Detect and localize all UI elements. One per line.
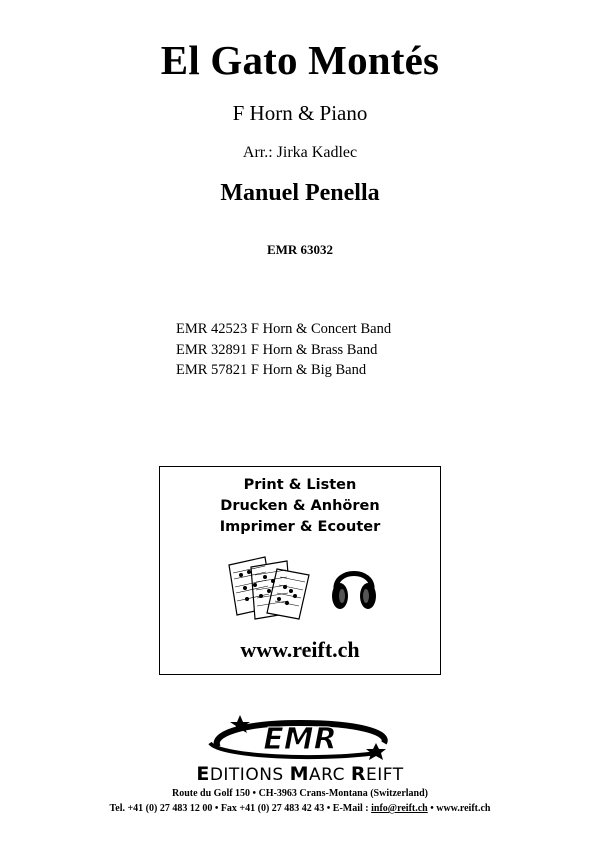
edition-item: EMR 42523 F Horn & Concert Band: [176, 321, 392, 337]
promo-line-en: Print & Listen: [243, 477, 357, 493]
promo-line-de: Drucken & Anhören: [220, 498, 380, 514]
publisher-address: Route du Golf 150 • CH-3963 Crans-Montana (Switzerland): [172, 788, 428, 799]
publisher-name: EDITIONS MARC REIFT: [196, 763, 404, 785]
edition-item: EMR 32891 F Horn & Brass Band: [176, 341, 378, 358]
sheet-music-icon: [225, 555, 313, 621]
emr-logo-text: EMR: [263, 722, 337, 757]
promo-line-fr: Imprimer & Ecouter: [219, 519, 381, 535]
headphones-icon: [330, 558, 378, 614]
email-link[interactable]: info@reift.ch: [371, 803, 428, 814]
other-editions-list: [176, 319, 391, 381]
page-title: El Gato Montés: [160, 37, 440, 83]
edition-item: EMR 57821 F Horn & Big Band: [176, 362, 367, 378]
promo-url[interactable]: www.reift.ch: [240, 637, 360, 662]
instrumentation: F Horn & Piano: [232, 101, 368, 125]
print-listen-box: [159, 466, 441, 675]
arranger: Arr.: Jirka Kadlec: [242, 144, 358, 161]
composer: Manuel Penella: [220, 180, 380, 206]
catalog-number: EMR 63032: [266, 242, 334, 257]
emr-logo: [200, 713, 400, 763]
publisher-contact: Tel. +41 (0) 27 483 12 00 • Fax +41 (0) 27 483 42 43 • E-Mail : info@reift.ch • www.reift.ch: [109, 803, 491, 814]
